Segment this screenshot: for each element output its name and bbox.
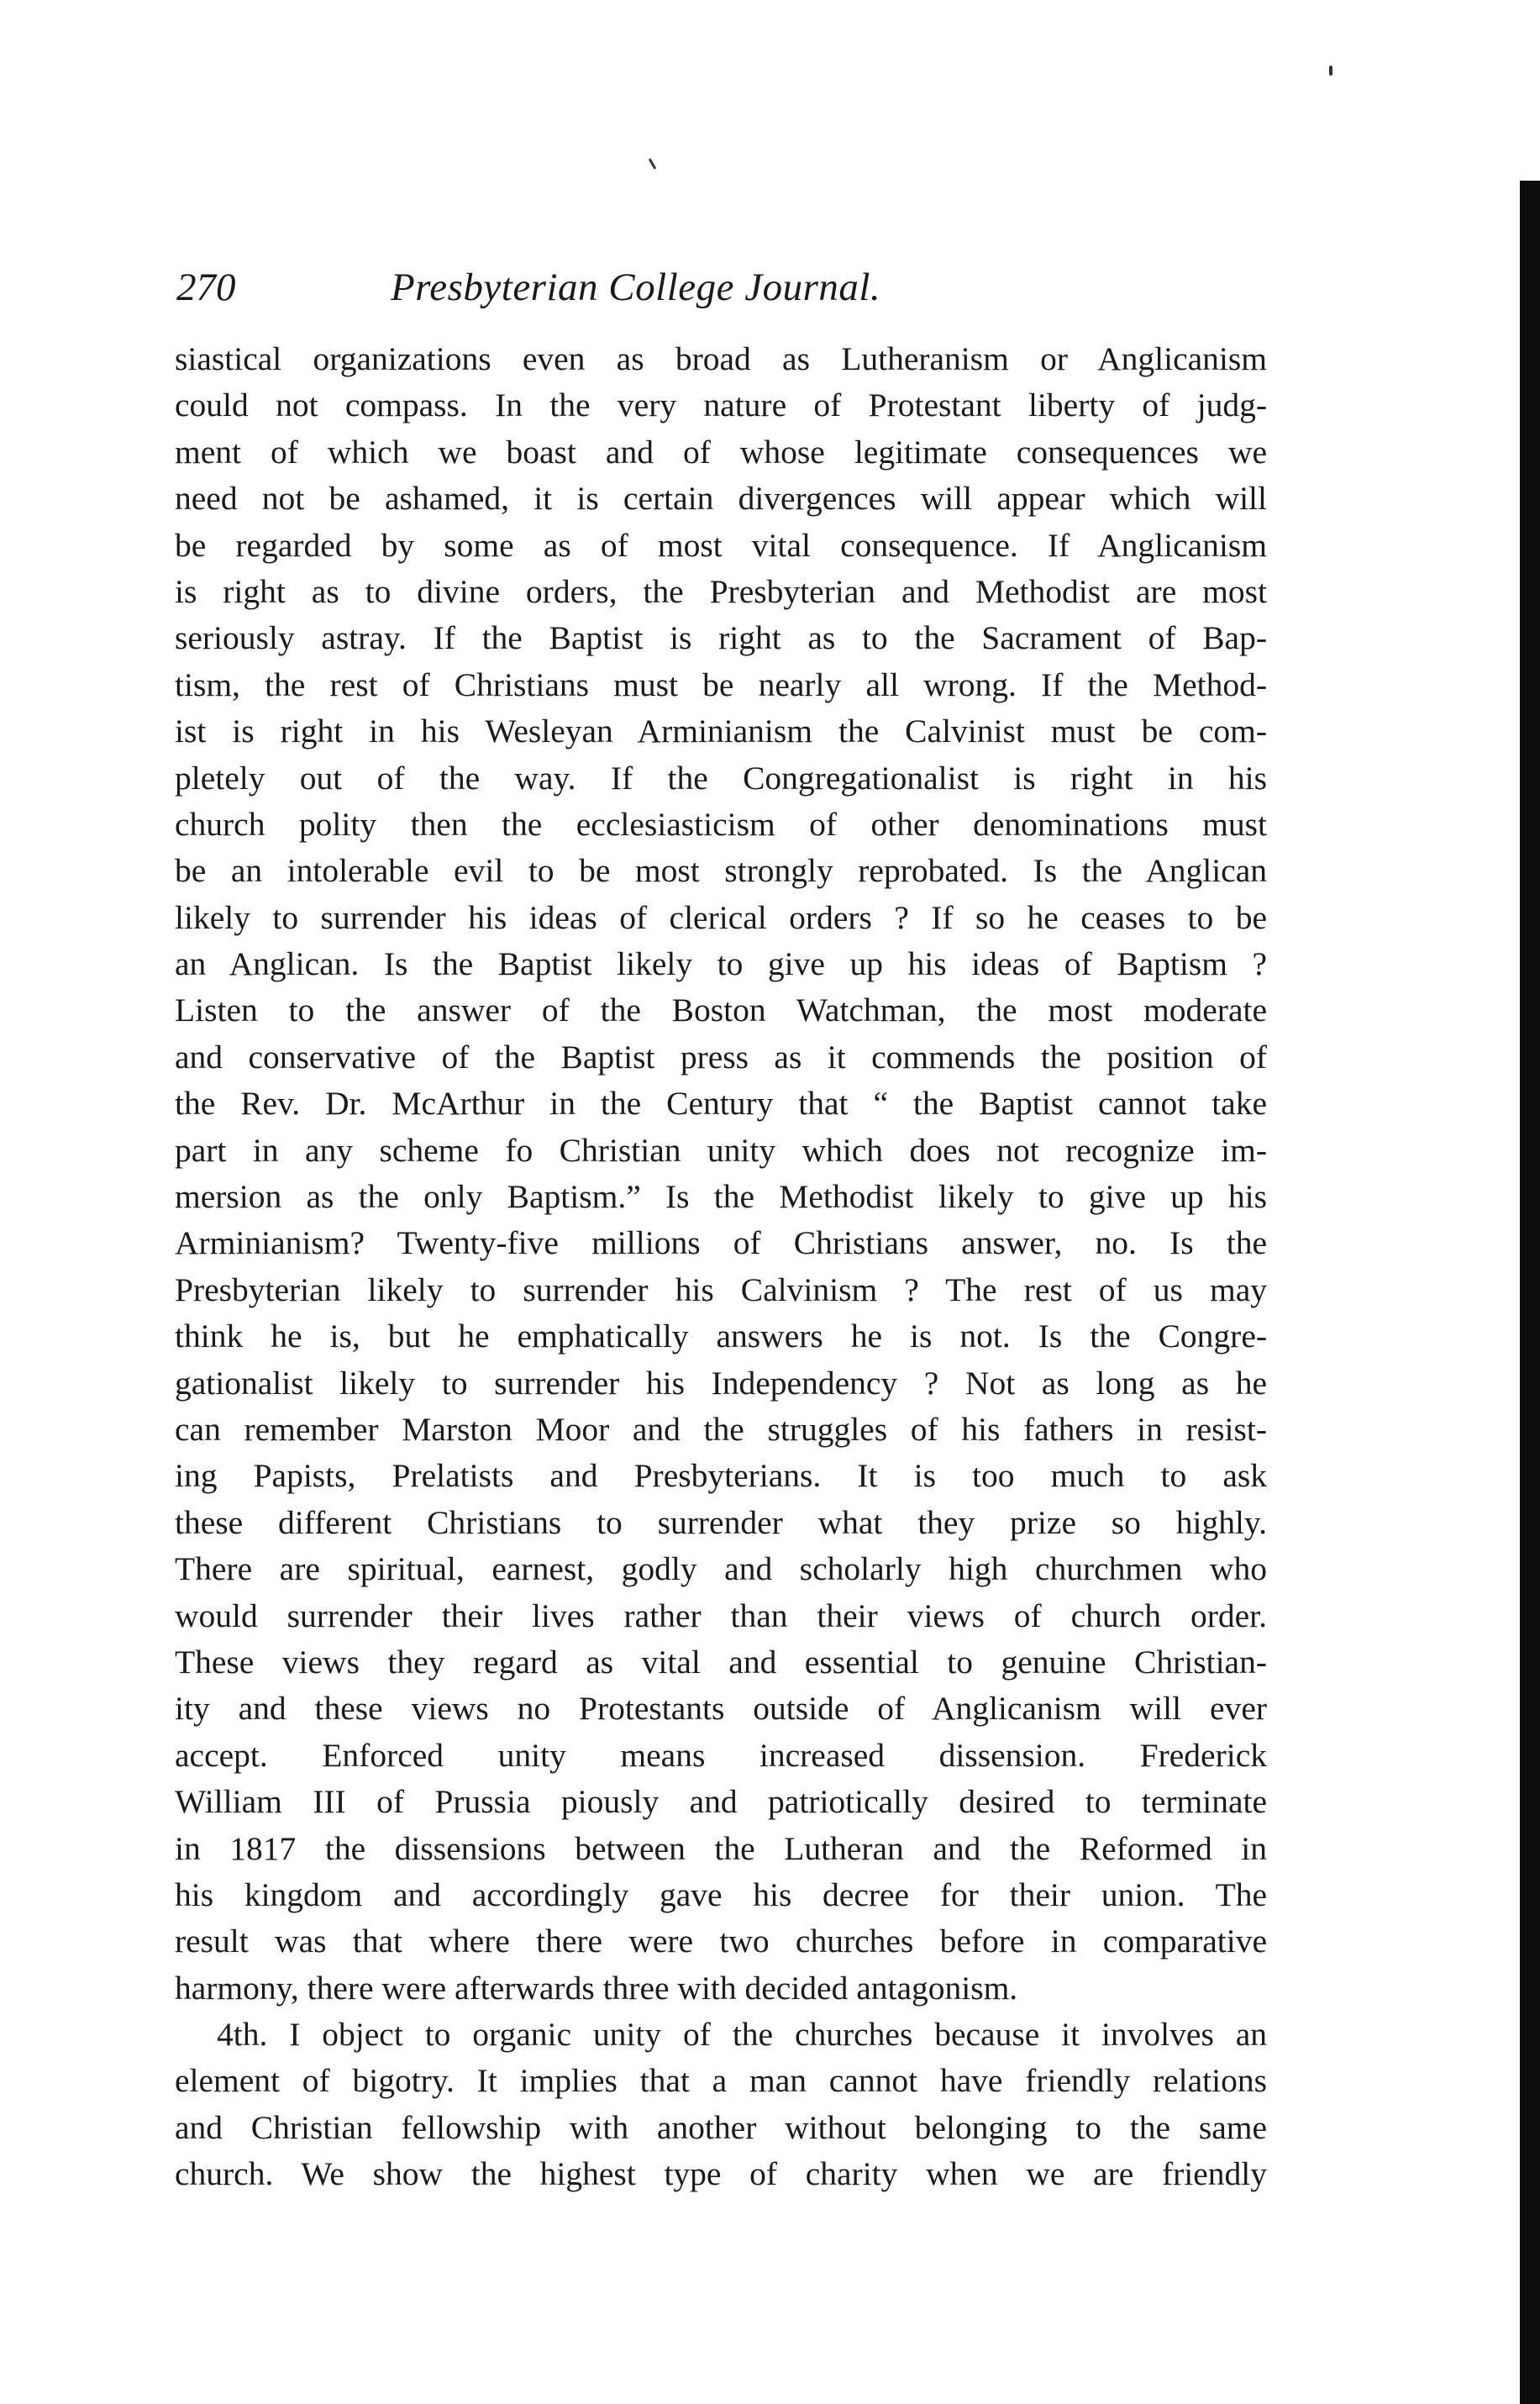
- text-line: could not compass. In the very nature of Protestant liberty of judg-: [175, 387, 1267, 424]
- text-line: need not be ashamed, it is certain divergences will appear which will: [175, 480, 1267, 518]
- text-line: and conservative of the Baptist press as it commends the position of: [175, 1038, 1267, 1076]
- page-header: [176, 262, 1269, 313]
- scan-speck: [649, 158, 657, 170]
- text-line: result was that where there were two churches before in comparative: [175, 1923, 1267, 1960]
- text-line: Listen to the answer of the Boston Watchman, the most moderate: [175, 992, 1267, 1029]
- text-line: be regarded by some as of most vital consequence. If Anglicanism: [175, 526, 1267, 564]
- text-line: element of bigotry. It implies that a man cannot have friendly relations: [175, 2062, 1267, 2100]
- text-line: these different Christians to surrender what they prize so highly.: [175, 1503, 1267, 1541]
- text-line: ing Papists, Prelatists and Presbyterians. It is too much to ask: [175, 1457, 1267, 1495]
- text-line: his kingdom and accordingly gave his decree for their union. The: [175, 1875, 1267, 1913]
- scan-edge-shadow: [1520, 181, 1540, 2404]
- text-line: ist is right in his Wesleyan Arminianism the Calvinist must be com-: [175, 713, 1267, 750]
- text-line: seriously astray. If the Baptist is right as to the Sacrament of Bap-: [175, 619, 1267, 657]
- text-line: Presbyterian likely to surrender his Calvinism ? The rest of us may: [175, 1270, 1267, 1308]
- text-line: accept. Enforced unity means increased dissension. Frederick: [175, 1736, 1267, 1774]
- text-line: pletely out of the way. If the Congregationalist is right in his: [175, 759, 1267, 797]
- page-number: 270: [176, 266, 236, 309]
- text-line: harmony, there were afterwards three with decided antagonism.: [175, 1969, 1018, 2007]
- scan-speck: [1329, 66, 1332, 76]
- running-title: Presbyterian College Journal.: [391, 266, 881, 309]
- text-line: can remember Marston Moor and the struggles of his fathers in resist-: [175, 1410, 1267, 1448]
- text-line: William III of Prussia piously and patriotically desired to terminate: [175, 1783, 1267, 1821]
- text-line: be an intolerable evil to be most strongly reprobated. Is the Anglican: [175, 852, 1267, 890]
- text-line: likely to surrender his ideas of clerical orders ? If so he ceases to be: [175, 898, 1267, 936]
- body-text: [175, 336, 1267, 2198]
- text-line: There are spiritual, earnest, godly and scholarly high churchmen who: [175, 1550, 1267, 1588]
- text-line: gationalist likely to surrender his Independency ? Not as long as he: [175, 1364, 1267, 1402]
- text-line: in 1817 the dissensions between the Lutheran and the Reformed in: [175, 1829, 1267, 1867]
- text-line: These views they regard as vital and essential to genuine Christian-: [175, 1643, 1267, 1681]
- text-line: is right as to divine orders, the Presbyterian and Methodist are most: [175, 572, 1267, 610]
- text-line: and Christian fellowship with another without belonging to the same: [175, 2108, 1267, 2146]
- text-line: mersion as the only Baptism.” Is the Methodist likely to give up his: [175, 1178, 1267, 1216]
- text-line: 4th. I object to organic unity of the churches because it involves an: [217, 2016, 1267, 2054]
- text-line: ity and these views no Protestants outside of Anglicanism will ever: [175, 1690, 1267, 1728]
- text-line: part in any scheme fo Christian unity which does not recognize im-: [175, 1131, 1267, 1169]
- text-line: tism, the rest of Christians must be nearly all wrong. If the Method-: [175, 665, 1267, 703]
- text-line: ment of which we boast and of whose legitimate consequences we: [175, 433, 1267, 471]
- text-line: siastical organizations even as broad as Lutheranism or Anglicanism: [175, 340, 1267, 377]
- text-line: Arminianism? Twenty-five millions of Christians answer, no. Is the: [175, 1224, 1267, 1262]
- text-line: would surrender their lives rather than their views of church order.: [175, 1597, 1267, 1634]
- text-line: church polity then the ecclesiasticism of other denominations must: [175, 805, 1267, 843]
- text-line: the Rev. Dr. McArthur in the Century that “ the Baptist cannot take: [175, 1085, 1267, 1123]
- text-line: church. We show the highest type of charity when we are friendly: [175, 2155, 1267, 2193]
- text-line: think he is, but he emphatically answers he is not. Is the Congre-: [175, 1318, 1267, 1355]
- text-line: an Anglican. Is the Baptist likely to give up his ideas of Baptism ?: [175, 945, 1267, 983]
